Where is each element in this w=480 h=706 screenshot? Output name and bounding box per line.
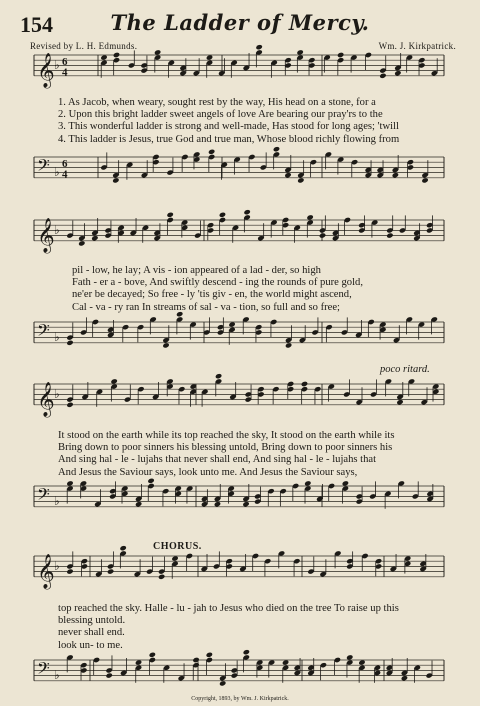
- flat-icon: ♭: [54, 494, 60, 508]
- treble-clef-icon: 𝄞: [37, 217, 55, 253]
- verse-3-line: And sing hal - le - lujahs that never shall end, And sing hal - le - lujahs that: [58, 454, 377, 466]
- composer-credit: Wm. J. Kirkpatrick.: [378, 41, 456, 51]
- verse-2-line: blessing untold.: [58, 615, 126, 627]
- flat-icon: ♭: [54, 223, 60, 237]
- bass-clef-icon: 𝄢: [37, 483, 50, 508]
- verse-2-line: Fath - er a - bove, And swiftly descend - ing the rounds of pure gold,: [72, 277, 363, 289]
- verse-4-line: look un- to me.: [58, 639, 123, 651]
- bass-clef-icon: 𝄢: [37, 319, 50, 344]
- time-signature-bottom: 4: [62, 168, 68, 181]
- treble-clef-icon: 𝄞: [37, 381, 55, 417]
- copyright-notice: Copyright, 1893, by Wm. J. Kirkpatrick.: [191, 696, 289, 702]
- verse-2-line: Bring down to poor sinners his blessing untold, Bring down to poor sinners his: [58, 442, 393, 454]
- flat-icon: ♭: [54, 330, 60, 344]
- verse-4-line: 4. This ladder is Jesus, true God and true man, Whose blood richly flowing from: [58, 133, 400, 145]
- treble-clef-icon: 𝄞: [37, 52, 55, 88]
- bass-clef-icon: 𝄢: [37, 154, 50, 179]
- time-signature-top: 6: [62, 158, 68, 170]
- page-number: 154: [20, 12, 53, 37]
- chorus-marking: CHORUS.: [153, 541, 202, 552]
- verse-1-line: 1. As Jacob, when weary, sought rest by the way, His head on a stone, for a: [58, 97, 376, 108]
- verse-4-line: Cal - va - ry ran In streams of sal - va - tion, so full and so free;: [72, 301, 340, 313]
- flat-icon: ♭: [54, 559, 60, 573]
- flat-icon: ♭: [54, 387, 60, 401]
- bass-clef-icon: 𝄢: [37, 657, 50, 682]
- flat-icon: ♭: [54, 58, 60, 72]
- reviser-credit: Revised by L. H. Edmunds.: [30, 41, 138, 51]
- verse-1-line: pil - low, he lay; A vis - ion appeared of a lad - der, so high: [72, 265, 321, 276]
- poco-ritard-marking: poco ritard.: [380, 364, 430, 375]
- time-signature-top: 6: [62, 56, 68, 68]
- verse-3-line: ne'er be decayed; So free - ly 'tis giv - en, the world might ascend,: [72, 289, 352, 301]
- verse-4-line: And Jesus the Saviour says, look unto me. And Jesus the Saviour says,: [58, 466, 358, 478]
- time-signature-bottom: 4: [62, 66, 68, 79]
- treble-clef-icon: 𝄞: [37, 553, 55, 589]
- flat-icon: ♭: [54, 668, 60, 682]
- verse-3-line: never shall end.: [58, 627, 125, 639]
- flat-icon: ♭: [54, 165, 60, 179]
- staff-lines: [34, 657, 444, 682]
- verse-2-line: 2. Upon this bright ladder sweet angels of love Are bearing our pray'rs to the: [58, 109, 383, 121]
- verse-1-line: It stood on the earth while its top reached the sky, It stood on the earth while its: [58, 430, 395, 441]
- chorus-line: top reached the sky. Halle - lu - jah to Jesus who died on the tree To raise up this: [58, 603, 399, 614]
- verse-3-line: 3. This wonderful ladder is strong and well-made, Has stood for long ages; 'twill: [58, 121, 399, 133]
- hymn-title: The Ladder of Mercy.: [110, 10, 370, 35]
